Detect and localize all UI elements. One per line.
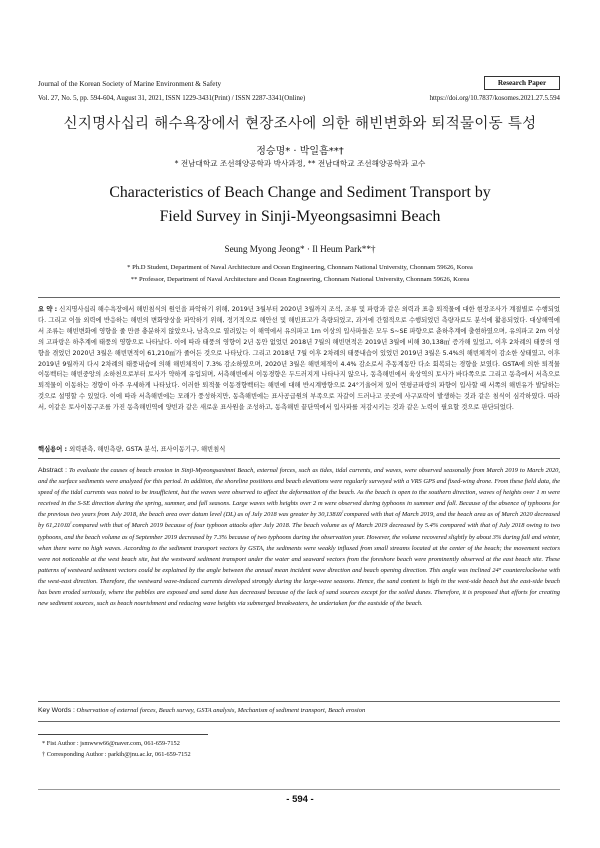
- korean-title: 신지명사십리 해수욕장에서 현장조사에 의한 해빈변화와 퇴적물이동 특성: [63, 116, 537, 132]
- english-title-line-1: Characteristics of Beach Change and Sediment Transport by: [109, 184, 491, 201]
- english-keywords-text: Observation of external forces, Beach survey, GSTA analysis, Mechanism of sediment transport, Beach erosion: [76, 707, 366, 714]
- page-number: - 594 -: [286, 794, 314, 805]
- divider-bottom: [38, 721, 560, 722]
- korean-affiliation: * 전남대학교 조선해양공학과 박사과정, ** 전남대학교 조선해양공학과 교수: [174, 159, 426, 168]
- divider-middle: [38, 458, 560, 459]
- english-affiliation-1: * Ph.D Student, Department of Naval Architecture and Ocean Engineering, Chonnam National University, Chonnam 59626, Korea: [127, 264, 473, 271]
- korean-keywords-text: 외력관측, 해빈측량, GSTA 분석, 표사이동기구, 해빈침식: [69, 446, 226, 453]
- korean-abstract-text: 신지명사십리 해수욕장에서 해빈침식의 원인을 파악하기 위해, 2019년 3월부터 2020년 3월까지 조석, 조류 및 파랑과 같은 외력과 표층 퇴적물에 대한 현장조사가 계절별로 수행되었다. 그리고 이들 외력에 반응하는 해빈의 변화양상을 파악하기 위해, 정기적으로 해안선 및 해빈표고가 측량되었고, 과거에 간헐적으로 수행되었던 측량자료도 분석에 활용되었다. 대상해역에서 조류는 해빈변화에 영향을 줄 만큼 충분하지 않았으나, 남측으로 열려있는 이 해역에서 유의파고 1m 이상의 입사파들은 모두 S~SE 파향으로 춘하추계에 출현하였으며, 유의파고 2m 이상의 고파랑은 하추계에 태풍의 영향으로 나타났다. 이에 따라 태풍의 영향이 2년 동안 없었던 2018년 7월의 해빈면적은 2019년 3월에 비해 30,138㎡ 증가해 있었고, 이후 2차례의 태풍의 영향을 겪었던 2020년 3월은 해빈면적이 61,210㎡가 줄어든 것으로 나타났다. 그리고 2018년 7월 이후 2차례의 태풍내습이 있었던 2019년 3월은 5.4%의 해빈체적이 감소한 상태였고, 이후 2019년 9월까지 다시 2차례의 태풍내습에 의해 해빈체적이 7.3% 감소하였으며, 2020년 3월은 해빈체적이 4.4% 감소로서 추동계동안 다소 회복되는 경향을 보였다. GSTA에 의한 퇴적물 이동벡터는 해빈중앙의 소하천으로부터 토사가 약하게 유입되며, 서측해빈에서 이동경향은 두드러지게 나타나지 않으나, 동측해빈에서 육상역의 토사가 바다쪽으로 그리고 동측에서 서측으로 퇴적물이 이동하는 경향이 아주 우세하게 나타났다. 이러한 퇴적물 이동경향벡터는 해빈에 대해 반시계방향으로 24°기울어져 있어 연평균파랑의 파향이 입사할 때 서쪽의 해빈유가 발달하는 것으로 설명할 수 있었다. 이에 따라 서측해빈에는 모래가 풍성하지만, 동측해빈에는 표사공급원의 부족으로 자갈이 드러나고 곳곳에 사구포락이 발생하는 것과 같은 침식이 심각하였다. 따라서, 이같은 토사이동구조를 가진 동측해빈역에 양빈과 같은 새로운 표사원을 조성하고, 동측해빈 끝단역에서 입사파를 저감시키는 것과 같은 노력이 필요할 것으로 판단되었다.: [38, 306, 560, 412]
- volume-issue-pages: Vol. 27, No. 5, pp. 594-604, August 31, 2021, ISSN 1229-3431(Print) / ISSN 2287-3341(Online): [38, 95, 306, 102]
- korean-authors: 정승명* · 박일흠**†: [256, 146, 344, 157]
- english-abstract: [38, 465, 560, 609]
- journal-name: Journal of the Korean Society of Marine Environment & Safety: [38, 80, 222, 88]
- korean-abstract-label: 요 약 :: [38, 306, 58, 313]
- korean-keywords: [38, 444, 560, 453]
- english-title-line-2: Field Survey in Sinji-Myeongsasimni Beach: [159, 208, 441, 225]
- korean-abstract: [38, 305, 560, 414]
- english-abstract-label: Abstract :: [38, 467, 68, 474]
- english-affiliation-2: ** Professor, Department of Naval Architecture and Ocean Engineering, Chonnam National University, Chonnam 59626, Korea: [130, 276, 470, 283]
- divider-top: [38, 297, 560, 298]
- divider-keywords: [38, 701, 560, 702]
- page-number-divider: [38, 789, 560, 790]
- english-keywords-label: Key Words :: [38, 707, 75, 714]
- corresponding-author-footnote: † Corresponding Author : parkih@jnu.ac.kr, 061-659-7152: [42, 751, 191, 758]
- english-keywords: [38, 707, 560, 714]
- footnote-divider: [38, 734, 208, 735]
- korean-keywords-label: 핵심용어 :: [38, 446, 68, 453]
- doi-link[interactable]: https://doi.org/10.7837/kosomes.2021.27.5.594: [429, 95, 560, 102]
- volume-info: [38, 95, 560, 102]
- first-author-footnote: * Fist Author : jsmwww66@naver.com, 061-659-7152: [42, 740, 180, 747]
- english-abstract-text: To evaluate the causes of beach erosion in Sinji-Myeongsasimni Beach, external forces, such as tides, tidal currents, and waves, were observed seasonally from March 2019 to March 2020, and the surface sediments were analyzed for this period. In addition, the shoreline positions and beach elevations were regularly surveyed with a VRS GPS and fixed-wing drone. From these field data, the speed of the tidal currents was noted to be insufficient, but the waves were observed to affect the deformation of the beach. As the beach is open to the southern direction, waves of heights over 1 m were received in the S-SE direction during the spring, summer, and fall seasons. Large waves with heights over 2 m were observed during typhoons in summer and fall. Because of the absence of typhoons for the previous two years from July 2018, the beach area over datum level (DL) as of July 2018 was greater by 30,138㎡ compared with that of March 2019, and the beach area as of March 2020 decreased by 61,210㎡ compared with that of March 2019 because of four typhoon attacks after July 2018. The beach volume as of March 2019 decreased by 5.4% compared with that of July 2018 owing to two typhoons, and the beach volume as of September 2019 decreased by 7.3% because of two typhoons during the observation year. However, the volume recovered slightly by about 3% during fall and winter, when there were no high waves. According to the sediment transport vectors by GSTA, the sediments were weakly influxed from small streams located at the center of the beach; the movement vectors were not noticeable at the west beach site, but the westward sediment transport under the water and seaward vectors from the foreshore beach were prominently observed at the east beach site. These patterns of westward sediment vectors could be explained by the angle between the annual mean incident wave direction and beach opening direction. This angle was inclined 24° counterclockwise with the west-east direction. Therefore, the westward wave-induced currents developed strongly during the large-wave seasons. Hence, the sand content is high in the west-side beach but the east-side beach has been eroded seriously, where the pebbles are exposed and sand dune has decreased because of the lack of sand sources except for the soiled dunes. Therefore, it is proposed that efforts for creating new sediment sources, such as beach nourishment and reducing wave heights via submerged breakwaters, be undertaken for the eastside of the beach.: [38, 467, 560, 608]
- english-authors: Seung Myong Jeong* · Il Heum Park**†: [224, 244, 376, 254]
- paper-type-badge: Research Paper: [484, 76, 560, 90]
